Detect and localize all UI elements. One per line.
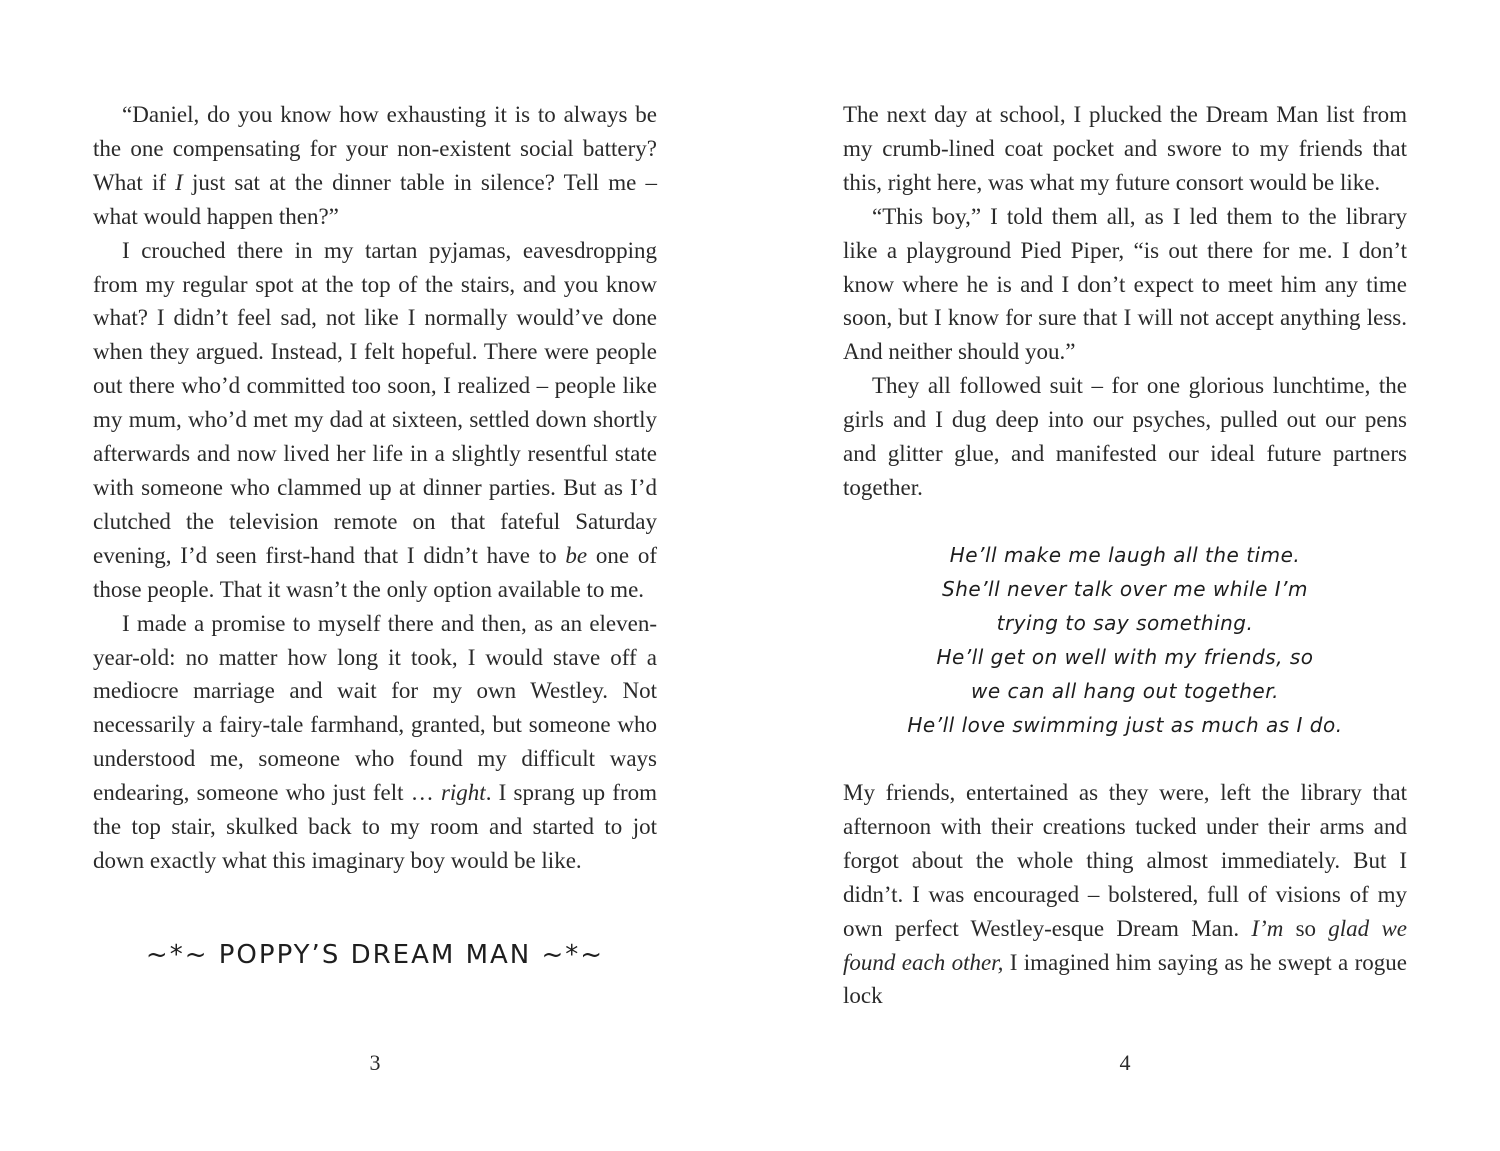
- text-run: My friends, entertained as they were, left the library that afternoon with their creations tucked under their arms and forgot about the whole thing almost immediately. But I didn’t. I was encouraged – bolstered, full of visions of my own perfect Westley-esque Dream Man.: [843, 780, 1407, 941]
- text-run: “Daniel, do you know how exhausting it is to always be the one compensating for your non-existent social battery? What if: [93, 102, 657, 195]
- paragraph: [843, 776, 1407, 1013]
- text-run: The next day at school, I plucked the Dream Man list from my crumb-lined coat pocket and swore to my friends that this, right here, was what my future consort would be like.: [843, 102, 1407, 195]
- left-page-body: [93, 98, 657, 878]
- list-line: He’ll get on well with my friends, so: [936, 644, 1314, 669]
- text-run: just sat at the dinner table in silence? Tell me – what would happen then?”: [93, 169, 657, 229]
- paragraph: [93, 234, 657, 607]
- text-run: “This boy,” I told them all, as I led them to the library like a playground Pied Piper, “is out there for me. I don’t know where he is and I don’t expect to meet him any time soon, but I know for sure that I will not accept anything less. And neither should you.”: [843, 203, 1407, 365]
- text-run: I imagined him saying as he swept a rogue lock: [843, 949, 1408, 1009]
- italic-run: I: [175, 169, 183, 195]
- list-line: He’ll love swimming just as much as I do.: [907, 712, 1343, 737]
- text-run: . I sprang up from the top stair, skulked back to my room and started to jot down exactly what this imaginary boy would be like.: [93, 780, 658, 873]
- paragraph: [843, 200, 1407, 370]
- italic-run: glad we found each other,: [843, 915, 1407, 975]
- text-run: one of those people. That it wasn’t the only option available to me.: [93, 542, 657, 602]
- italic-run: right: [440, 780, 486, 806]
- paragraph: [93, 98, 657, 234]
- list-line: trying to say something.: [996, 610, 1254, 635]
- page-number-right: 4: [1119, 1050, 1131, 1075]
- right-page-body-bottom: [843, 776, 1407, 1013]
- text-run: so: [1283, 915, 1329, 941]
- dream-man-list: [843, 539, 1407, 742]
- list-line: She’ll never talk over me while I’m: [942, 576, 1308, 601]
- italic-run: I’m: [1251, 915, 1284, 941]
- text-run: I made a promise to myself there and then, as an eleven-year-old: no matter how long it took, I would stave off a mediocre marriage and wait for my own Westley. Not necessarily a fairy-tale farmhand, granted, but someone who understood me, someone who found my difficult ways endearing, someone who just felt …: [93, 610, 657, 806]
- page-number-left: 3: [369, 1050, 381, 1075]
- text-run: I crouched there in my tartan pyjamas, eavesdropping from my regular spot at the top of the stairs, and you know what? I didn’t feel sad, not like I normally would’ve done when they argued. Instead, I felt hopeful. There were people out there who’d committed too soon, I realized – people like my mum, who’d met my dad at sixteen, settled down shortly afterwards and now lived her life in a slightly resentful state with someone who clammed up at dinner parties. But as I’d clutched the television remote on that fateful Saturday evening, I’d seen first-hand that I didn’t have to: [93, 237, 657, 568]
- text-run: They all followed suit – for one glorious lunchtime, the girls and I dug deep into our psyches, pulled out our pens and glitter glue, and manifested our ideal future partners together.: [843, 373, 1407, 500]
- dream-man-heading: ~*~ POPPY’S DREAM MAN ~*~: [145, 940, 605, 970]
- list-line: He’ll make me laugh all the time.: [949, 543, 1301, 567]
- list-line: we can all hang out together.: [971, 678, 1279, 703]
- paragraph: [843, 98, 1407, 200]
- italic-run: be: [565, 542, 588, 568]
- right-page-body-top: [843, 98, 1407, 505]
- paragraph: [93, 607, 657, 878]
- right-page: [750, 0, 1500, 1151]
- paragraph: [843, 369, 1407, 505]
